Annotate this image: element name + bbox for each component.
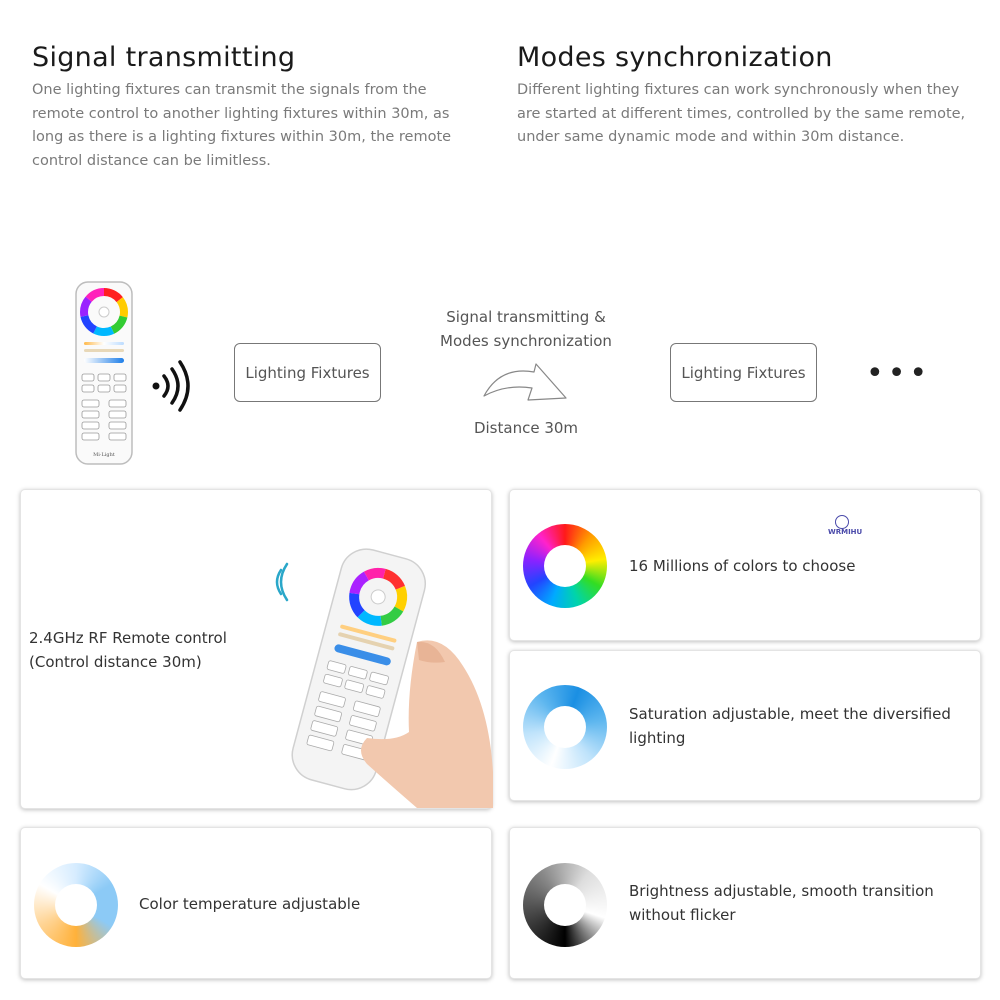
sync-label-line2: Modes synchronization <box>440 332 612 350</box>
remote-card-text <box>29 626 227 674</box>
color-wheel-icon <box>523 524 607 608</box>
saturation-ring-icon <box>523 685 607 769</box>
modes-description: Different lighting fixtures can work synchronously when they are started at different times, controlled by the same remote, under same dynamic mode and within 30m distance. <box>517 82 966 145</box>
temperature-ring-icon <box>34 863 118 947</box>
hand-remote-illustration <box>267 542 493 808</box>
watermark-text: WRMIHU <box>828 528 863 536</box>
modes-title: Modes synchronization <box>517 42 833 73</box>
watermark-logo-icon <box>835 515 849 529</box>
brightness-text <box>629 879 934 927</box>
saturation-line2: lighting <box>629 729 686 747</box>
modes-section <box>517 42 982 150</box>
signal-section <box>32 42 472 173</box>
remote-illustration <box>72 280 136 466</box>
signal-description: One lighting fixtures can transmit the signals from the remote control to another lighting fixtures within 30m, as long as there is a lighting fixtures within 30m, the remote control distance can be limitless. <box>32 82 452 169</box>
remote-brand: Mi·Light <box>93 452 115 458</box>
brightness-ring-icon <box>523 863 607 947</box>
lighting-fixture-box-1: Lighting Fixtures <box>234 343 381 402</box>
saturation-text <box>629 702 951 750</box>
sync-label-line1: Signal transmitting & <box>446 308 606 326</box>
remote-card-line1: 2.4GHz RF Remote control <box>29 629 227 647</box>
signal-title: Signal transmitting <box>32 42 296 73</box>
saturation-card <box>509 650 981 801</box>
curved-arrow-icon <box>480 360 572 412</box>
temperature-card <box>20 827 492 979</box>
ellipsis-icon: ••• <box>866 356 932 391</box>
brightness-line2: without flicker <box>629 906 736 924</box>
brightness-line1: Brightness adjustable, smooth transition <box>629 882 934 900</box>
lighting-fixture-box-2: Lighting Fixtures <box>670 343 817 402</box>
temperature-text: Color temperature adjustable <box>139 895 361 913</box>
sync-label <box>420 305 632 353</box>
distance-label: Distance 30m <box>473 419 579 437</box>
saturation-line1: Saturation adjustable, meet the diversified <box>629 705 951 723</box>
colors-text: 16 Millions of colors to choose <box>629 557 856 575</box>
colors-card <box>509 489 981 641</box>
brightness-card <box>509 827 981 979</box>
wifi-signal-icon <box>150 360 194 412</box>
remote-control-card <box>20 489 492 809</box>
remote-card-line2: (Control distance 30m) <box>29 653 202 671</box>
